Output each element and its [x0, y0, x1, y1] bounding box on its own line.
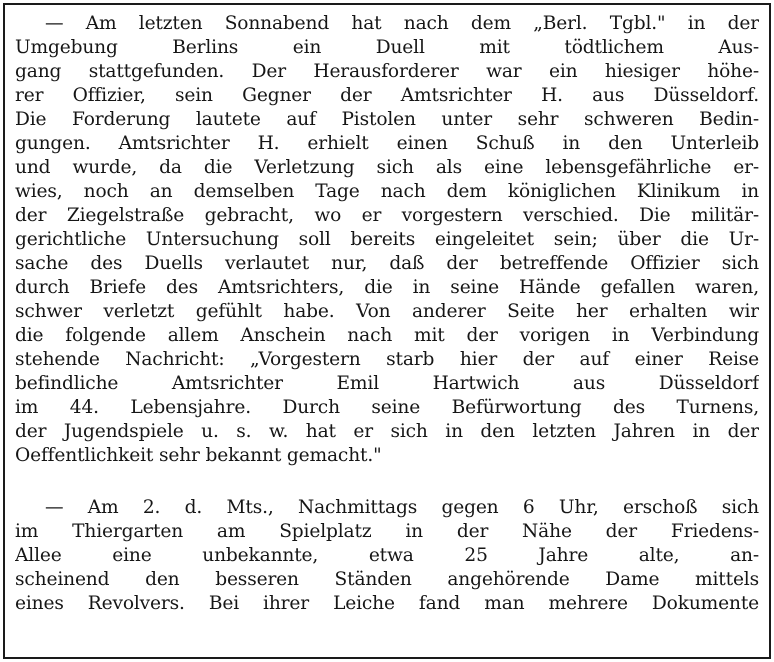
- article-1-line-11: sache des Duells verlautet nur, daß der betreffende Offizier sich: [15, 253, 759, 274]
- article-2-line-1: — Am 2. d. Mts., Nachmittags gegen 6 Uhr, erschoß sich: [45, 497, 759, 518]
- article-1-line-13: schwer verletzt gefühlt habe. Von anderer Seite her erhalten wir: [15, 301, 759, 322]
- article-2-line-2: im Thiergarten am Spielplatz in der Nähe der Friedens-: [15, 521, 759, 542]
- article-2-line-3: Allee eine unbekannte, etwa 25 Jahre alte, an-: [15, 545, 759, 566]
- article-1-line-3: gang stattgefunden. Der Herausforderer war ein hiesiger höhe-: [15, 61, 759, 82]
- article-1-line-2: Umgebung Berlins ein Duell mit tödtlichem Aus-: [15, 37, 759, 58]
- article-2-line-5: eines Revolvers. Bei ihrer Leiche fand man mehrere Dokumente: [15, 593, 759, 614]
- article-1-line-10: gerichtliche Untersuchung soll bereits eingeleitet sein; über die Ur-: [15, 229, 759, 250]
- article-1-line-4: rer Offizier, sein Gegner der Amtsrichter H. aus Düsseldorf.: [15, 85, 759, 106]
- article-separator: [15, 477, 759, 478]
- article-1-line-1: — Am letzten Sonnabend hat nach dem „Berl. Tgbl." in der: [45, 13, 759, 34]
- clipping-frame: [3, 3, 771, 659]
- article-1-line-15: stehende Nachricht: „Vorgestern starb hier der auf einer Reise: [15, 349, 759, 370]
- newspaper-clipping: [15, 11, 759, 651]
- article-1-line-9: der Ziegelstraße gebracht, wo er vorgestern verschied. Die militär-: [15, 205, 759, 226]
- article-1-line-5: Die Forderung lautete auf Pistolen unter sehr schweren Bedin-: [15, 109, 759, 130]
- article-1-line-19: Oeffentlichkeit sehr bekannt gemacht.": [15, 445, 382, 466]
- article-1-line-14: die folgende allem Anschein nach mit der vorigen in Verbindung: [15, 325, 759, 346]
- article-1-line-16: befindliche Amtsrichter Emil Hartwich aus Düsseldorf: [15, 373, 759, 394]
- article-1-line-18: der Jugendspiele u. s. w. hat er sich in den letzten Jahren in der: [15, 421, 759, 442]
- article-2-line-4: scheinend den besseren Ständen angehörende Dame mittels: [15, 569, 759, 590]
- article-1-line-6: gungen. Amtsrichter H. erhielt einen Schuß in den Unterleib: [15, 133, 759, 154]
- article-1-line-8: wies, noch an demselben Tage nach dem königlichen Klinikum in: [15, 181, 759, 202]
- article-1-line-7: und wurde, da die Verletzung sich als eine lebensgefährliche er-: [15, 157, 759, 178]
- article-1-line-12: durch Briefe des Amtsrichters, die in seine Hände gefallen waren,: [15, 277, 759, 298]
- article-1-line-17: im 44. Lebensjahre. Durch seine Befürwortung des Turnens,: [15, 397, 759, 418]
